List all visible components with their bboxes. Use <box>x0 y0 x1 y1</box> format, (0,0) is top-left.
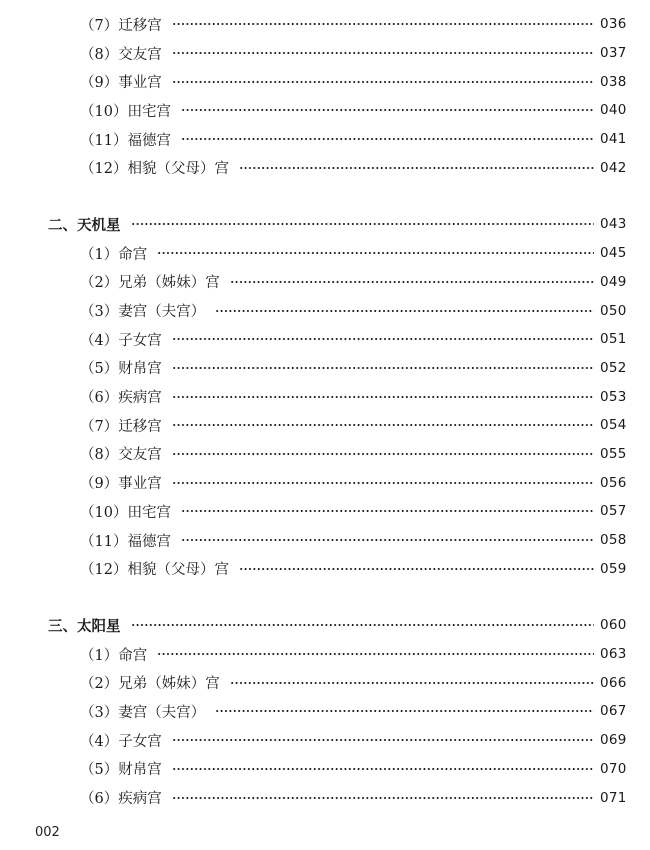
toc-entry[interactable] <box>0 755 650 784</box>
dot-leader <box>239 568 594 570</box>
toc-entry-title: （5）财帛宫 <box>80 762 162 779</box>
dot-leader <box>172 424 594 426</box>
dot-leader <box>157 653 594 655</box>
toc-entry-title: （3）妻宫（夫宫） <box>80 304 206 321</box>
dot-leader <box>181 510 594 512</box>
toc-entry-title: （7）迁移宫 <box>80 17 162 34</box>
dot-leader <box>172 338 594 340</box>
toc-group-continuation <box>0 10 650 182</box>
toc-entry-title: （11）福德宫 <box>80 132 171 149</box>
toc-entry-page: 058 <box>600 532 627 549</box>
dot-leader <box>230 281 594 283</box>
toc-entry[interactable] <box>0 468 650 497</box>
toc-entry[interactable] <box>0 39 650 68</box>
toc-entry-title: （7）迁移宫 <box>80 418 162 435</box>
toc-entry-title: （9）事业宫 <box>80 75 162 92</box>
toc-entry[interactable] <box>0 67 650 96</box>
toc-entry[interactable] <box>0 726 650 755</box>
dot-leader <box>172 768 594 770</box>
toc-entry-page: 070 <box>600 760 627 777</box>
dot-leader <box>172 453 594 455</box>
toc-group-tianji <box>0 210 650 583</box>
toc-entry[interactable] <box>0 783 650 812</box>
toc-entry[interactable] <box>0 268 650 297</box>
dot-leader <box>172 81 594 83</box>
dot-leader <box>172 482 594 484</box>
toc-entry-title: （2）兄弟（姊妹）宫 <box>80 275 220 292</box>
dot-leader <box>230 682 594 684</box>
toc-entry-title: （1）命宫 <box>80 647 148 664</box>
toc-entry-page: 053 <box>600 388 627 405</box>
dot-leader <box>172 52 594 54</box>
toc-entry-title: （8）交友宫 <box>80 46 162 63</box>
toc-entry[interactable] <box>0 526 650 555</box>
toc-entry-title: （12）相貌（父母）宫 <box>80 161 229 178</box>
toc-group-taiyang <box>0 611 650 812</box>
toc-entry-title: （4）子女宫 <box>80 332 162 349</box>
page-number: 002 <box>35 825 60 840</box>
toc-entry[interactable] <box>0 497 650 526</box>
toc-entry[interactable] <box>0 125 650 154</box>
toc-entry-title: （10）田宅宫 <box>80 504 171 521</box>
toc-entry-title: （5）财帛宫 <box>80 361 162 378</box>
toc-entry[interactable] <box>0 354 650 383</box>
toc-entry[interactable] <box>0 10 650 39</box>
toc-entry[interactable] <box>0 668 650 697</box>
toc-entry[interactable] <box>0 382 650 411</box>
dot-leader <box>131 223 595 225</box>
toc-entry-page: 057 <box>600 503 627 520</box>
toc-entry[interactable] <box>0 239 650 268</box>
toc-entry-page: 069 <box>600 732 627 749</box>
toc-entry[interactable] <box>0 640 650 669</box>
toc-section-title: 二、天机星 <box>48 216 121 234</box>
toc-entry-page: 059 <box>600 560 627 577</box>
dot-leader <box>181 138 594 140</box>
table-of-contents <box>0 10 650 812</box>
toc-entry-title: （10）田宅宫 <box>80 103 171 120</box>
toc-entry-page: 042 <box>600 159 627 176</box>
dot-leader <box>157 252 594 254</box>
section-gap <box>0 583 650 611</box>
dot-leader <box>181 539 594 541</box>
toc-entry-page: 037 <box>600 45 627 62</box>
dot-leader <box>215 710 594 712</box>
toc-entry-title: （1）命宫 <box>80 246 148 263</box>
toc-entry[interactable] <box>0 296 650 325</box>
toc-entry[interactable] <box>0 697 650 726</box>
toc-entry-page: 038 <box>600 73 627 90</box>
toc-entry-page: 067 <box>600 703 627 720</box>
toc-section-title: 三、太阳星 <box>48 617 121 635</box>
toc-entry-page: 041 <box>600 131 627 148</box>
toc-entry-page: 040 <box>600 102 627 119</box>
dot-leader <box>172 396 594 398</box>
dot-leader <box>239 167 594 169</box>
toc-entry[interactable] <box>0 325 650 354</box>
dot-leader <box>215 310 594 312</box>
section-gap <box>0 182 650 210</box>
toc-entry-title: （11）福德宫 <box>80 533 171 550</box>
toc-entry[interactable] <box>0 96 650 125</box>
toc-section-heading[interactable] <box>0 611 650 640</box>
toc-entry-title: （6）疾病宫 <box>80 390 162 407</box>
toc-entry[interactable] <box>0 554 650 583</box>
toc-entry-page: 050 <box>600 302 627 319</box>
toc-entry-page: 055 <box>600 445 627 462</box>
toc-entry[interactable] <box>0 153 650 182</box>
toc-section-heading[interactable] <box>0 210 650 239</box>
toc-section-page: 060 <box>600 617 627 634</box>
toc-entry-page: 036 <box>600 16 627 33</box>
toc-entry[interactable] <box>0 411 650 440</box>
toc-entry-page: 052 <box>600 359 627 376</box>
dot-leader <box>172 797 594 799</box>
toc-entry-page: 045 <box>600 245 627 262</box>
toc-entry-page: 051 <box>600 331 627 348</box>
toc-entry-page: 054 <box>600 417 627 434</box>
toc-entry-page: 063 <box>600 646 627 663</box>
dot-leader <box>181 109 594 111</box>
toc-entry-page: 071 <box>600 789 627 806</box>
dot-leader <box>172 739 594 741</box>
toc-entry-title: （3）妻宫（夫宫） <box>80 704 206 721</box>
toc-entry-title: （2）兄弟（姊妹）宫 <box>80 676 220 693</box>
toc-entry[interactable] <box>0 440 650 469</box>
dot-leader <box>172 23 594 25</box>
toc-entry-title: （9）事业宫 <box>80 476 162 493</box>
toc-entry-title: （12）相貌（父母）宫 <box>80 562 229 579</box>
toc-entry-page: 066 <box>600 674 627 691</box>
toc-entry-title: （6）疾病宫 <box>80 791 162 808</box>
toc-entry-title: （8）交友宫 <box>80 447 162 464</box>
dot-leader <box>131 624 595 626</box>
toc-entry-page: 049 <box>600 273 627 290</box>
toc-section-page: 043 <box>600 216 627 233</box>
toc-entry-page: 056 <box>600 474 627 491</box>
dot-leader <box>172 367 594 369</box>
toc-entry-title: （4）子女宫 <box>80 733 162 750</box>
